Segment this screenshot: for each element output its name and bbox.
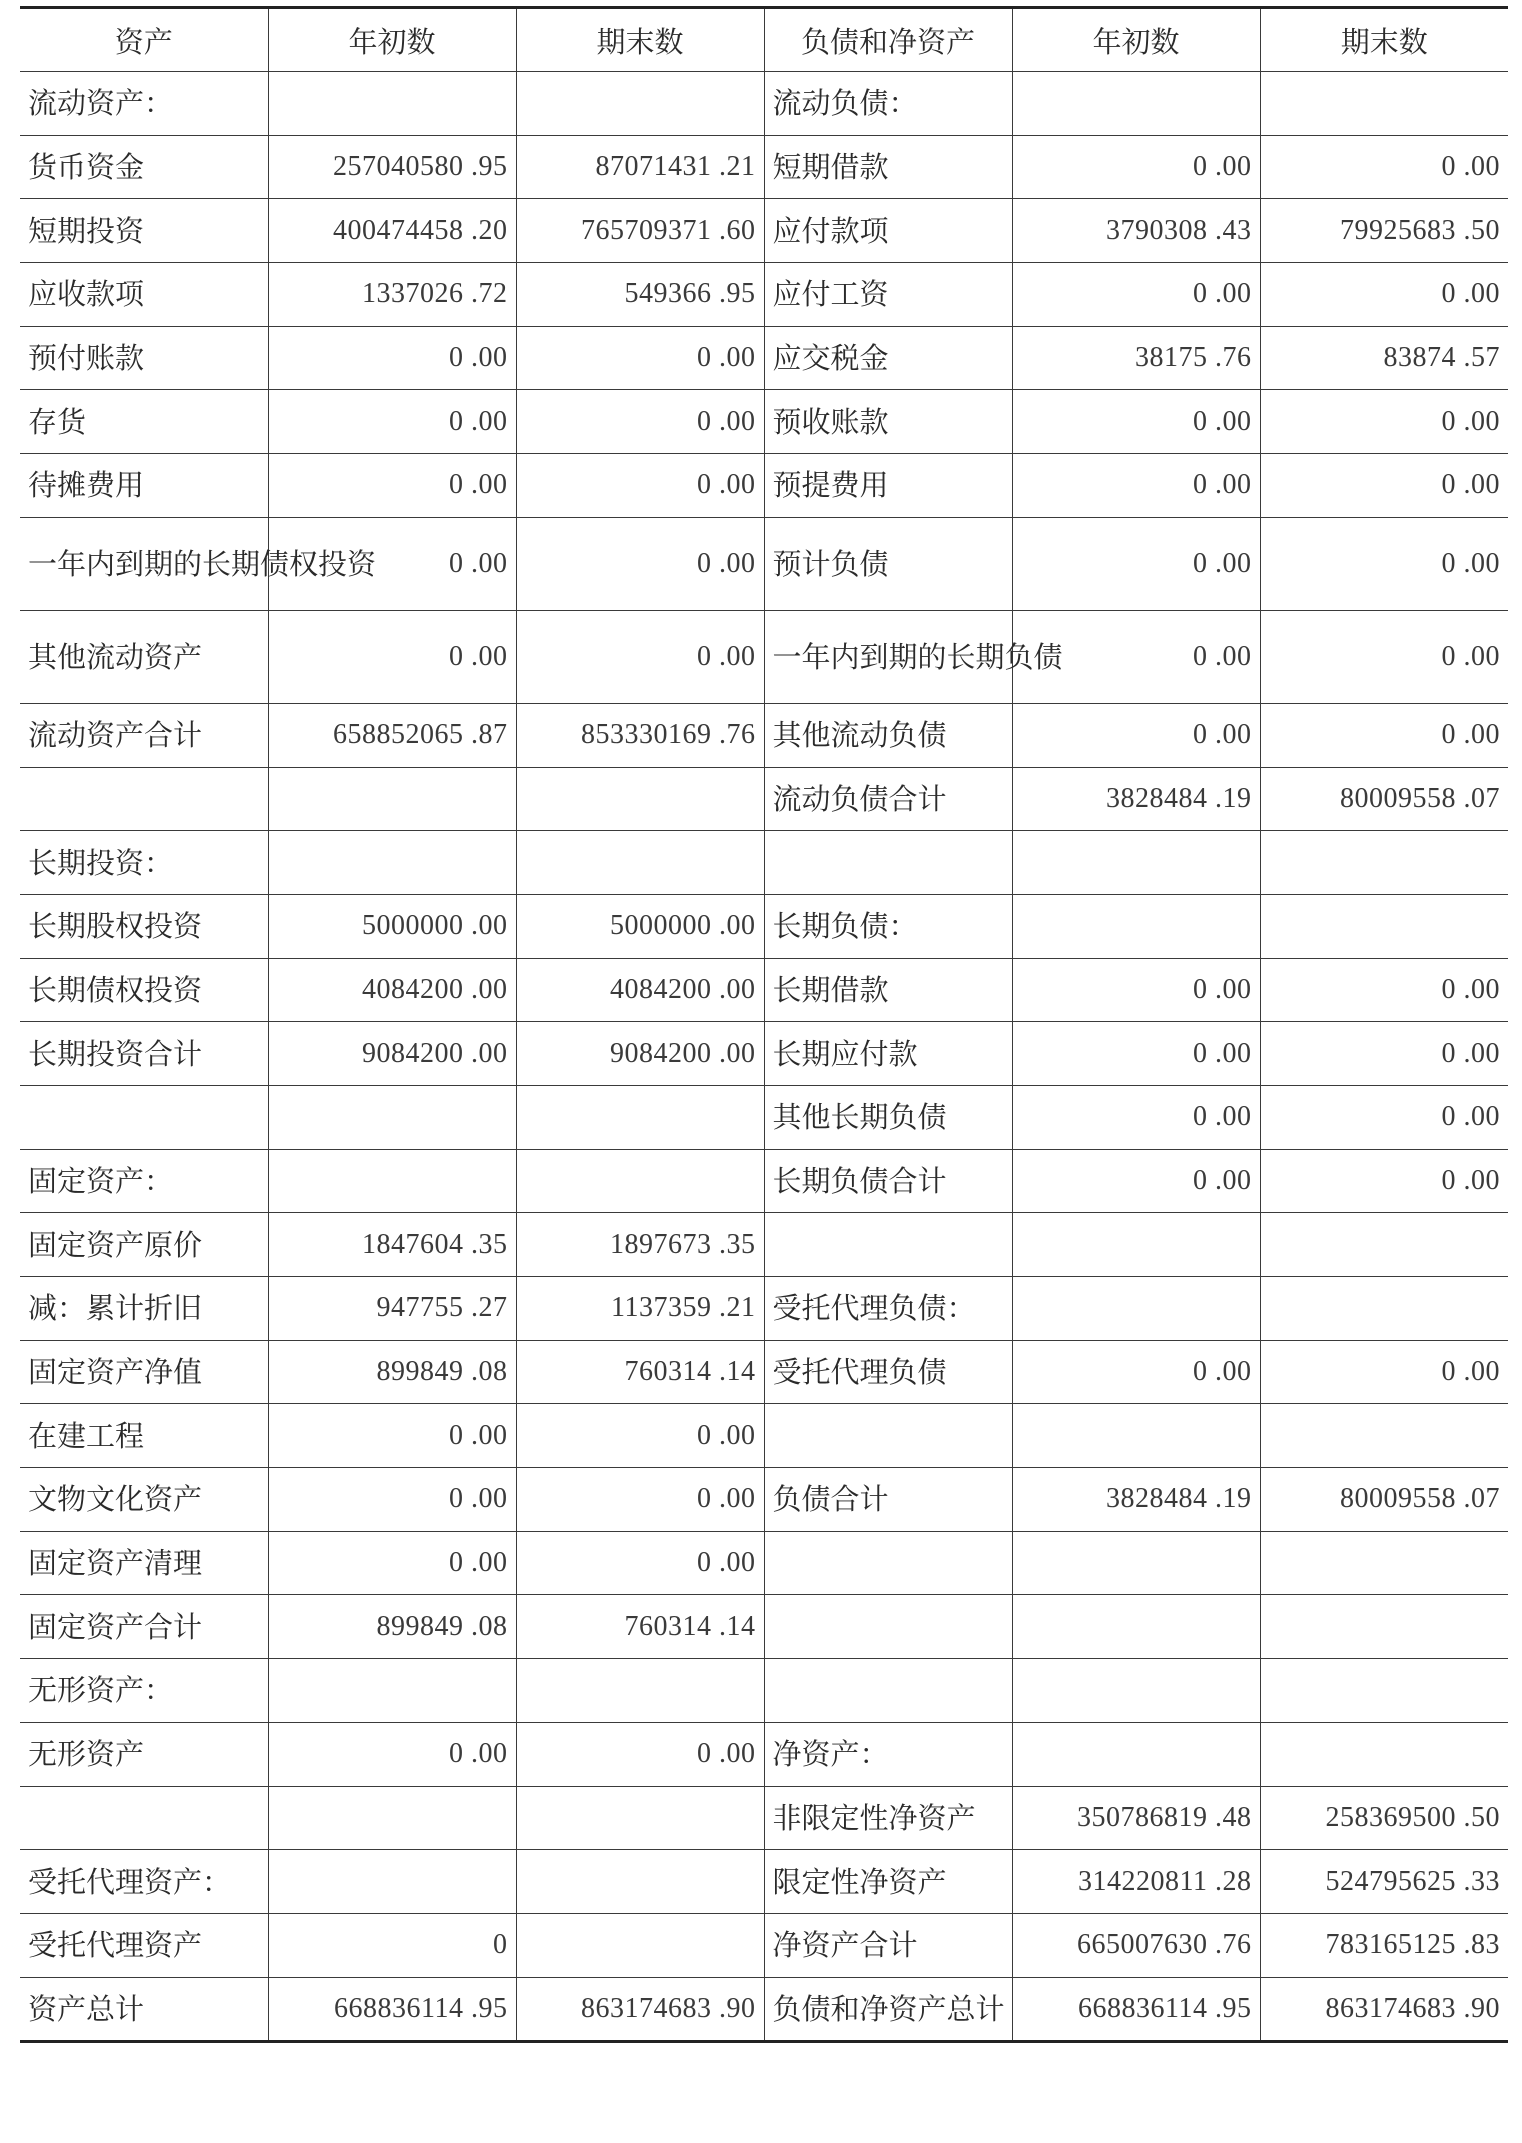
table-row (20, 767, 1508, 831)
liability-closing-cell (1260, 1595, 1508, 1659)
asset-opening-cell: 5000000 .00 (268, 894, 516, 958)
asset-opening-cell (268, 72, 516, 136)
asset-opening-cell: 0 (268, 1913, 516, 1977)
liability-opening-cell: 38175 .76 (1012, 326, 1260, 390)
liability-opening-cell: 0 .00 (1012, 263, 1260, 327)
asset-label-cell: 固定资产清理 (20, 1531, 268, 1595)
liability-closing-cell (1260, 1404, 1508, 1468)
asset-opening-cell: 257040580 .95 (268, 135, 516, 199)
table-row (20, 1468, 1508, 1532)
liability-opening-cell: 0 .00 (1012, 1085, 1260, 1149)
liability-opening-cell: 0 .00 (1012, 703, 1260, 767)
table-row (20, 263, 1508, 327)
table-row (20, 894, 1508, 958)
liability-label-cell: 短期借款 (764, 135, 1012, 199)
liability-closing-cell (1260, 72, 1508, 136)
asset-closing-cell (516, 1850, 764, 1914)
asset-label-cell: 存货 (20, 390, 268, 454)
asset-opening-cell: 0 .00 (268, 1722, 516, 1786)
liability-opening-cell (1012, 1659, 1260, 1723)
asset-closing-cell: 549366 .95 (516, 263, 764, 327)
asset-opening-cell: 0 .00 (268, 1531, 516, 1595)
liability-closing-cell (1260, 1722, 1508, 1786)
asset-label-cell: 受托代理资产： (20, 1850, 268, 1914)
asset-opening-cell: 899849 .08 (268, 1340, 516, 1404)
header-liabilities-net-assets: 负债和净资产 (764, 8, 1012, 72)
liability-opening-cell: 0 .00 (1012, 1149, 1260, 1213)
liability-opening-cell: 3828484 .19 (1012, 767, 1260, 831)
liability-opening-cell: 3828484 .19 (1012, 1468, 1260, 1532)
liability-label-cell: 其他长期负债 (764, 1085, 1012, 1149)
liability-closing-cell (1260, 1213, 1508, 1277)
asset-opening-cell: 9084200 .00 (268, 1022, 516, 1086)
header-row (20, 8, 1508, 72)
asset-closing-cell: 0 .00 (516, 326, 764, 390)
asset-label-cell: 流动资产： (20, 72, 268, 136)
asset-closing-cell: 0 .00 (516, 1468, 764, 1532)
asset-closing-cell: 1897673 .35 (516, 1213, 764, 1277)
table-row (20, 199, 1508, 263)
asset-opening-cell (268, 1850, 516, 1914)
liability-label-cell: 应交税金 (764, 326, 1012, 390)
header-liabilities-opening: 年初数 (1012, 8, 1260, 72)
liability-opening-cell: 0 .00 (1012, 390, 1260, 454)
asset-label-cell: 无形资产： (20, 1659, 268, 1723)
asset-opening-cell: 0 .00 (268, 326, 516, 390)
liability-closing-cell: 524795625 .33 (1260, 1850, 1508, 1914)
asset-closing-cell: 765709371 .60 (516, 199, 764, 263)
asset-label-cell: 固定资产净值 (20, 1340, 268, 1404)
asset-opening-cell: 658852065 .87 (268, 703, 516, 767)
table-body (20, 72, 1508, 2042)
asset-label-cell: 一年内到期的长期债权投资 (20, 517, 268, 610)
liability-closing-cell (1260, 1531, 1508, 1595)
liability-closing-cell (1260, 1277, 1508, 1341)
asset-closing-cell: 0 .00 (516, 1531, 764, 1595)
liability-label-cell: 受托代理负债： (764, 1277, 1012, 1341)
liability-label-cell: 净资产： (764, 1722, 1012, 1786)
asset-closing-cell: 4084200 .00 (516, 958, 764, 1022)
asset-closing-cell (516, 1149, 764, 1213)
asset-closing-cell (516, 1659, 764, 1723)
asset-label-cell: 待摊费用 (20, 454, 268, 518)
table-row (20, 610, 1508, 703)
asset-label-cell: 应收款项 (20, 263, 268, 327)
liability-label-cell: 负债合计 (764, 1468, 1012, 1532)
asset-closing-cell (516, 1913, 764, 1977)
liability-closing-cell: 783165125 .83 (1260, 1913, 1508, 1977)
asset-opening-cell: 947755 .27 (268, 1277, 516, 1341)
table-row (20, 1213, 1508, 1277)
liability-closing-cell (1260, 831, 1508, 895)
asset-opening-cell: 899849 .08 (268, 1595, 516, 1659)
liability-opening-cell (1012, 1404, 1260, 1468)
asset-closing-cell (516, 72, 764, 136)
liability-label-cell (764, 831, 1012, 895)
table-row (20, 390, 1508, 454)
asset-closing-cell: 1137359 .21 (516, 1277, 764, 1341)
liability-label-cell: 预提费用 (764, 454, 1012, 518)
liability-label-cell: 应付工资 (764, 263, 1012, 327)
asset-opening-cell: 0 .00 (268, 610, 516, 703)
liability-closing-cell (1260, 894, 1508, 958)
header-assets: 资产 (20, 8, 268, 72)
asset-label-cell: 长期投资合计 (20, 1022, 268, 1086)
asset-closing-cell: 9084200 .00 (516, 1022, 764, 1086)
asset-opening-cell (268, 1085, 516, 1149)
liability-label-cell: 受托代理负债 (764, 1340, 1012, 1404)
liability-label-cell: 预收账款 (764, 390, 1012, 454)
asset-label-cell: 固定资产合计 (20, 1595, 268, 1659)
liability-closing-cell: 0 .00 (1260, 135, 1508, 199)
liability-closing-cell: 0 .00 (1260, 454, 1508, 518)
liability-closing-cell: 79925683 .50 (1260, 199, 1508, 263)
table-row (20, 1531, 1508, 1595)
liability-label-cell: 流动负债： (764, 72, 1012, 136)
liability-opening-cell: 0 .00 (1012, 517, 1260, 610)
liability-label-cell: 预计负债 (764, 517, 1012, 610)
asset-label-cell: 其他流动资产 (20, 610, 268, 703)
liability-label-cell (764, 1404, 1012, 1468)
table-row (20, 1722, 1508, 1786)
liability-label-cell: 应付款项 (764, 199, 1012, 263)
asset-label-cell: 长期投资： (20, 831, 268, 895)
asset-closing-cell: 0 .00 (516, 454, 764, 518)
header-assets-opening: 年初数 (268, 8, 516, 72)
asset-closing-cell: 87071431 .21 (516, 135, 764, 199)
asset-closing-cell (516, 831, 764, 895)
liability-label-cell: 长期负债合计 (764, 1149, 1012, 1213)
liability-closing-cell: 0 .00 (1260, 1022, 1508, 1086)
table-row (20, 72, 1508, 136)
liability-label-cell (764, 1213, 1012, 1277)
liability-opening-cell (1012, 1277, 1260, 1341)
liability-closing-cell: 0 .00 (1260, 263, 1508, 327)
table-row (20, 1340, 1508, 1404)
liability-label-cell (764, 1595, 1012, 1659)
asset-opening-cell: 4084200 .00 (268, 958, 516, 1022)
asset-opening-cell: 400474458 .20 (268, 199, 516, 263)
header-assets-closing: 期末数 (516, 8, 764, 72)
liability-closing-cell: 0 .00 (1260, 517, 1508, 610)
asset-label-cell: 无形资产 (20, 1722, 268, 1786)
asset-closing-cell: 0 .00 (516, 390, 764, 454)
table-row (20, 703, 1508, 767)
liability-label-cell: 一年内到期的长期负债 (764, 610, 1012, 703)
asset-label-cell: 短期投资 (20, 199, 268, 263)
liability-opening-cell: 668836114 .95 (1012, 1977, 1260, 2042)
table-row (20, 454, 1508, 518)
liability-opening-cell (1012, 831, 1260, 895)
liability-label-cell: 其他流动负债 (764, 703, 1012, 767)
asset-opening-cell: 0 .00 (268, 390, 516, 454)
table-row (20, 831, 1508, 895)
asset-closing-cell: 0 .00 (516, 517, 764, 610)
asset-label-cell (20, 1786, 268, 1850)
liability-opening-cell (1012, 1531, 1260, 1595)
balance-sheet-table (20, 6, 1508, 2043)
asset-closing-cell: 0 .00 (516, 1722, 764, 1786)
asset-label-cell: 文物文化资产 (20, 1468, 268, 1532)
liability-label-cell: 长期负债： (764, 894, 1012, 958)
asset-label-cell: 资产总计 (20, 1977, 268, 2042)
table-row (20, 517, 1508, 610)
liability-label-cell (764, 1659, 1012, 1723)
table-row (20, 135, 1508, 199)
liability-opening-cell (1012, 1722, 1260, 1786)
table-row (20, 958, 1508, 1022)
liability-closing-cell: 863174683 .90 (1260, 1977, 1508, 2042)
liability-opening-cell: 314220811 .28 (1012, 1850, 1260, 1914)
liability-closing-cell: 0 .00 (1260, 1149, 1508, 1213)
liability-closing-cell: 0 .00 (1260, 1085, 1508, 1149)
liability-opening-cell (1012, 1595, 1260, 1659)
asset-label-cell (20, 1085, 268, 1149)
table-row (20, 1659, 1508, 1723)
liability-closing-cell: 0 .00 (1260, 958, 1508, 1022)
liability-closing-cell (1260, 1659, 1508, 1723)
asset-opening-cell: 668836114 .95 (268, 1977, 516, 2042)
table-row (20, 1404, 1508, 1468)
liability-opening-cell: 0 .00 (1012, 1340, 1260, 1404)
table-row (20, 1977, 1508, 2042)
liability-opening-cell: 3790308 .43 (1012, 199, 1260, 263)
asset-opening-cell: 0 .00 (268, 1468, 516, 1532)
liability-label-cell: 负债和净资产总计 (764, 1977, 1012, 2042)
asset-label-cell (20, 767, 268, 831)
asset-closing-cell: 760314 .14 (516, 1340, 764, 1404)
table-row (20, 1149, 1508, 1213)
table-row (20, 1277, 1508, 1341)
asset-closing-cell (516, 1085, 764, 1149)
liability-label-cell: 长期借款 (764, 958, 1012, 1022)
asset-label-cell: 流动资产合计 (20, 703, 268, 767)
liability-closing-cell: 83874 .57 (1260, 326, 1508, 390)
balance-sheet-page (20, 6, 1508, 2043)
asset-closing-cell (516, 1786, 764, 1850)
asset-label-cell: 减：累计折旧 (20, 1277, 268, 1341)
liability-opening-cell: 0 .00 (1012, 1022, 1260, 1086)
header-liabilities-closing: 期末数 (1260, 8, 1508, 72)
liability-label-cell (764, 1531, 1012, 1595)
liability-label-cell: 非限定性净资产 (764, 1786, 1012, 1850)
asset-closing-cell: 760314 .14 (516, 1595, 764, 1659)
liability-closing-cell: 0 .00 (1260, 1340, 1508, 1404)
asset-closing-cell: 0 .00 (516, 1404, 764, 1468)
table-row (20, 1085, 1508, 1149)
asset-closing-cell: 5000000 .00 (516, 894, 764, 958)
liability-closing-cell: 80009558 .07 (1260, 767, 1508, 831)
asset-closing-cell: 0 .00 (516, 610, 764, 703)
liability-label-cell: 净资产合计 (764, 1913, 1012, 1977)
asset-closing-cell (516, 767, 764, 831)
liability-opening-cell (1012, 72, 1260, 136)
liability-closing-cell: 0 .00 (1260, 703, 1508, 767)
asset-opening-cell (268, 831, 516, 895)
liability-opening-cell (1012, 894, 1260, 958)
asset-opening-cell (268, 1659, 516, 1723)
table-row (20, 1913, 1508, 1977)
asset-label-cell: 长期股权投资 (20, 894, 268, 958)
liability-opening-cell: 0 .00 (1012, 610, 1260, 703)
table-row (20, 326, 1508, 390)
asset-label-cell: 长期债权投资 (20, 958, 268, 1022)
liability-closing-cell: 80009558 .07 (1260, 1468, 1508, 1532)
liability-label-cell: 限定性净资产 (764, 1850, 1012, 1914)
asset-label-cell: 固定资产： (20, 1149, 268, 1213)
asset-label-cell: 固定资产原价 (20, 1213, 268, 1277)
asset-opening-cell (268, 767, 516, 831)
asset-opening-cell (268, 1786, 516, 1850)
table-row (20, 1850, 1508, 1914)
asset-label-cell: 在建工程 (20, 1404, 268, 1468)
table-row (20, 1595, 1508, 1659)
asset-opening-cell: 0 .00 (268, 1404, 516, 1468)
table-row (20, 1786, 1508, 1850)
liability-label-cell: 流动负债合计 (764, 767, 1012, 831)
liability-closing-cell: 0 .00 (1260, 610, 1508, 703)
liability-opening-cell: 665007630 .76 (1012, 1913, 1260, 1977)
asset-label-cell: 预付账款 (20, 326, 268, 390)
asset-opening-cell (268, 1149, 516, 1213)
asset-label-cell: 受托代理资产 (20, 1913, 268, 1977)
asset-opening-cell: 1337026 .72 (268, 263, 516, 327)
asset-opening-cell: 0 .00 (268, 454, 516, 518)
asset-opening-cell: 0 .00 (268, 517, 516, 610)
liability-opening-cell: 350786819 .48 (1012, 1786, 1260, 1850)
liability-opening-cell (1012, 1213, 1260, 1277)
liability-label-cell: 长期应付款 (764, 1022, 1012, 1086)
asset-label-cell: 货币资金 (20, 135, 268, 199)
liability-opening-cell: 0 .00 (1012, 135, 1260, 199)
liability-opening-cell: 0 .00 (1012, 958, 1260, 1022)
asset-closing-cell: 853330169 .76 (516, 703, 764, 767)
liability-closing-cell: 258369500 .50 (1260, 1786, 1508, 1850)
asset-closing-cell: 863174683 .90 (516, 1977, 764, 2042)
liability-closing-cell: 0 .00 (1260, 390, 1508, 454)
table-row (20, 1022, 1508, 1086)
liability-opening-cell: 0 .00 (1012, 454, 1260, 518)
asset-opening-cell: 1847604 .35 (268, 1213, 516, 1277)
